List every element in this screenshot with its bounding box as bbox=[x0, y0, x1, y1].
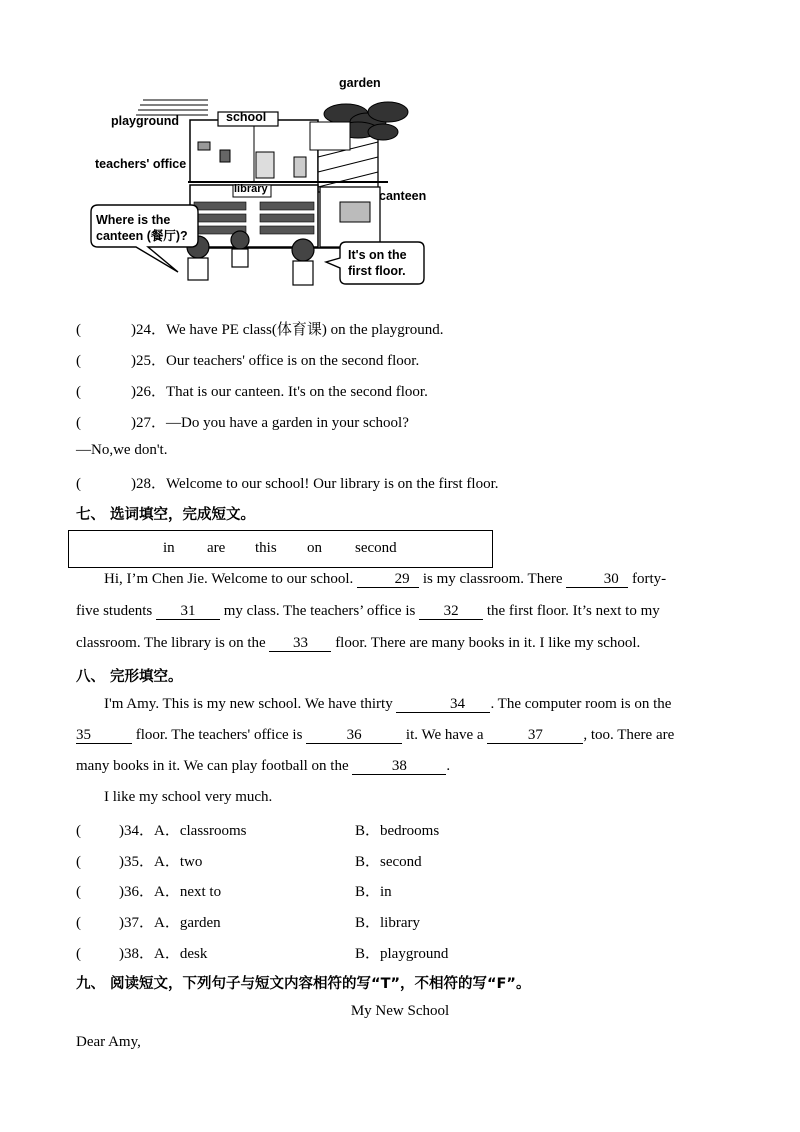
label-playground: playground bbox=[111, 114, 180, 128]
cloze-closing: I like my school very much. bbox=[104, 789, 273, 805]
question-number: 24． bbox=[136, 322, 167, 338]
answer-paren-close: ) bbox=[119, 884, 124, 900]
blank-29[interactable]: 29 bbox=[357, 571, 419, 588]
question-number: 26． bbox=[136, 384, 167, 400]
answer-paren-open[interactable]: ( bbox=[76, 353, 81, 369]
blank-35[interactable]: 35 bbox=[76, 727, 132, 744]
bubble-left-line-2: canteen (餐厅)? bbox=[96, 229, 188, 243]
question-number: 35． bbox=[124, 854, 155, 870]
answer-paren-close: ) bbox=[131, 384, 136, 400]
question-text: Welcome to our school! Our library is on the first floor. bbox=[166, 476, 499, 492]
passage-text: forty- bbox=[628, 571, 667, 587]
blank-34[interactable]: 34 bbox=[396, 696, 490, 713]
bubble-right-line-2: first floor. bbox=[348, 264, 406, 278]
answer-paren-open[interactable]: ( bbox=[76, 915, 81, 931]
answer-paren-close: ) bbox=[131, 322, 136, 338]
question-text: That is our canteen. It's on the second floor. bbox=[166, 384, 428, 400]
word-bank-box bbox=[68, 530, 493, 568]
option-a[interactable]: A．desk bbox=[154, 946, 208, 962]
answer-paren-close: ) bbox=[131, 476, 136, 492]
tf-question bbox=[76, 411, 409, 432]
option-b[interactable]: B．playground bbox=[355, 946, 449, 962]
option-b[interactable]: B．in bbox=[355, 884, 392, 900]
section-7-title: 七、 选词填空，完成短文。 bbox=[76, 507, 256, 523]
answer-paren-open[interactable]: ( bbox=[76, 415, 81, 431]
question-number: 34． bbox=[124, 823, 155, 839]
passage-text: classroom. The library is on the bbox=[76, 635, 270, 651]
passage-title: My New School bbox=[350, 1003, 450, 1019]
choice-question bbox=[76, 850, 202, 871]
question-text: Our teachers' office is on the second floor. bbox=[166, 353, 420, 369]
choice-question bbox=[76, 819, 247, 840]
question-text: —Do you have a garden in your school? bbox=[166, 415, 409, 431]
option-a[interactable]: A．classrooms bbox=[154, 823, 247, 839]
choice-question bbox=[76, 911, 221, 932]
passage-text: my class. The teachers’ office is bbox=[220, 603, 420, 619]
answer-paren-open[interactable]: ( bbox=[76, 884, 81, 900]
blank-38[interactable]: 38 bbox=[352, 758, 446, 775]
tf-question bbox=[76, 349, 419, 370]
label-garden: garden bbox=[339, 76, 381, 90]
cloze-text: many books in it. We can play football on the bbox=[76, 758, 353, 774]
answer-paren-close: ) bbox=[119, 854, 124, 870]
answer-paren-close: ) bbox=[119, 946, 124, 962]
cloze-text: . The computer room is on the bbox=[490, 696, 672, 712]
tf-question bbox=[76, 380, 428, 401]
answer-paren-open[interactable]: ( bbox=[76, 823, 81, 839]
answer-paren-close: ) bbox=[131, 353, 136, 369]
tf-question bbox=[76, 318, 444, 339]
label-school: school bbox=[226, 110, 267, 124]
section-8-title: 八、 完形填空。 bbox=[76, 669, 183, 685]
bubble-left-line-1: Where is the bbox=[96, 213, 171, 227]
passage-text: floor. There are many books in it. I like my school. bbox=[331, 635, 641, 651]
cloze-text: I'm Amy. This is my new school. We have thirty bbox=[104, 696, 397, 712]
cloze-text: floor. The teachers' office is bbox=[132, 727, 307, 743]
option-a[interactable]: A．garden bbox=[154, 915, 221, 931]
question-number: 36． bbox=[124, 884, 155, 900]
answer-paren-open[interactable]: ( bbox=[76, 946, 81, 962]
passage-line bbox=[76, 635, 724, 652]
tf-question bbox=[76, 472, 498, 493]
blank-33[interactable]: 33 bbox=[269, 635, 331, 652]
cloze-line bbox=[76, 696, 724, 713]
choice-question bbox=[76, 942, 207, 963]
answer-paren-close: ) bbox=[119, 823, 124, 839]
option-a[interactable]: A．next to bbox=[154, 884, 222, 900]
blank-36[interactable]: 36 bbox=[306, 727, 402, 744]
label-teachers-office: teachers' office bbox=[95, 157, 187, 171]
school-illustration bbox=[88, 72, 438, 297]
question-number: 38． bbox=[124, 946, 155, 962]
blank-37[interactable]: 37 bbox=[487, 727, 583, 744]
question-number: 25． bbox=[136, 353, 167, 369]
bubble-left-text bbox=[96, 212, 188, 244]
passage-text: the first floor. It’s next to my bbox=[483, 603, 660, 619]
answer-paren-open[interactable]: ( bbox=[76, 476, 81, 492]
question-text: We have PE class(体育课) on the playground. bbox=[166, 322, 444, 338]
word-bank-word: second bbox=[355, 540, 397, 556]
question-number: 37． bbox=[124, 915, 155, 931]
blank-32[interactable]: 32 bbox=[419, 603, 483, 620]
blank-30[interactable]: 30 bbox=[566, 571, 628, 588]
label-canteen: canteen bbox=[379, 189, 427, 203]
bubble-right-line-1: It's on the bbox=[348, 248, 407, 262]
cloze-text: it. We have a bbox=[402, 727, 488, 743]
option-b[interactable]: B．library bbox=[355, 915, 420, 931]
bubble-right-text bbox=[348, 247, 407, 279]
cloze-text: . bbox=[446, 758, 451, 774]
choice-question bbox=[76, 880, 221, 901]
section-9-title: 九、 阅读短文，下列句子与短文内容相符的写“T”，不相符的写“F”。 bbox=[76, 976, 531, 992]
passage-text: is my classroom. There bbox=[419, 571, 567, 587]
cloze-line bbox=[76, 758, 724, 775]
passage-line bbox=[76, 603, 724, 620]
blank-31[interactable]: 31 bbox=[156, 603, 220, 620]
cloze-text: , too. There are bbox=[583, 727, 675, 743]
answer-paren-open[interactable]: ( bbox=[76, 854, 81, 870]
word-bank-word: are bbox=[207, 540, 226, 556]
passage-text: Hi, I’m Chen Jie. Welcome to our school. bbox=[104, 571, 358, 587]
option-b[interactable]: B．bedrooms bbox=[355, 823, 440, 839]
question-number: 28． bbox=[136, 476, 167, 492]
word-bank-word: on bbox=[307, 540, 322, 556]
option-b[interactable]: B．second bbox=[355, 854, 422, 870]
letter-greeting: Dear Amy, bbox=[76, 1034, 141, 1050]
label-library: library bbox=[234, 183, 268, 195]
cloze-line bbox=[76, 727, 724, 744]
option-a[interactable]: A．two bbox=[154, 854, 203, 870]
q27-answer: —No,we don't. bbox=[76, 442, 168, 458]
answer-paren-open[interactable]: ( bbox=[76, 322, 81, 338]
question-number: 27． bbox=[136, 415, 167, 431]
word-bank-word: this bbox=[255, 540, 277, 556]
passage-line bbox=[76, 571, 724, 588]
answer-paren-close: ) bbox=[119, 915, 124, 931]
passage-text: five students bbox=[76, 603, 156, 619]
word-bank-word: in bbox=[163, 540, 175, 556]
answer-paren-open[interactable]: ( bbox=[76, 384, 81, 400]
answer-paren-close: ) bbox=[131, 415, 136, 431]
